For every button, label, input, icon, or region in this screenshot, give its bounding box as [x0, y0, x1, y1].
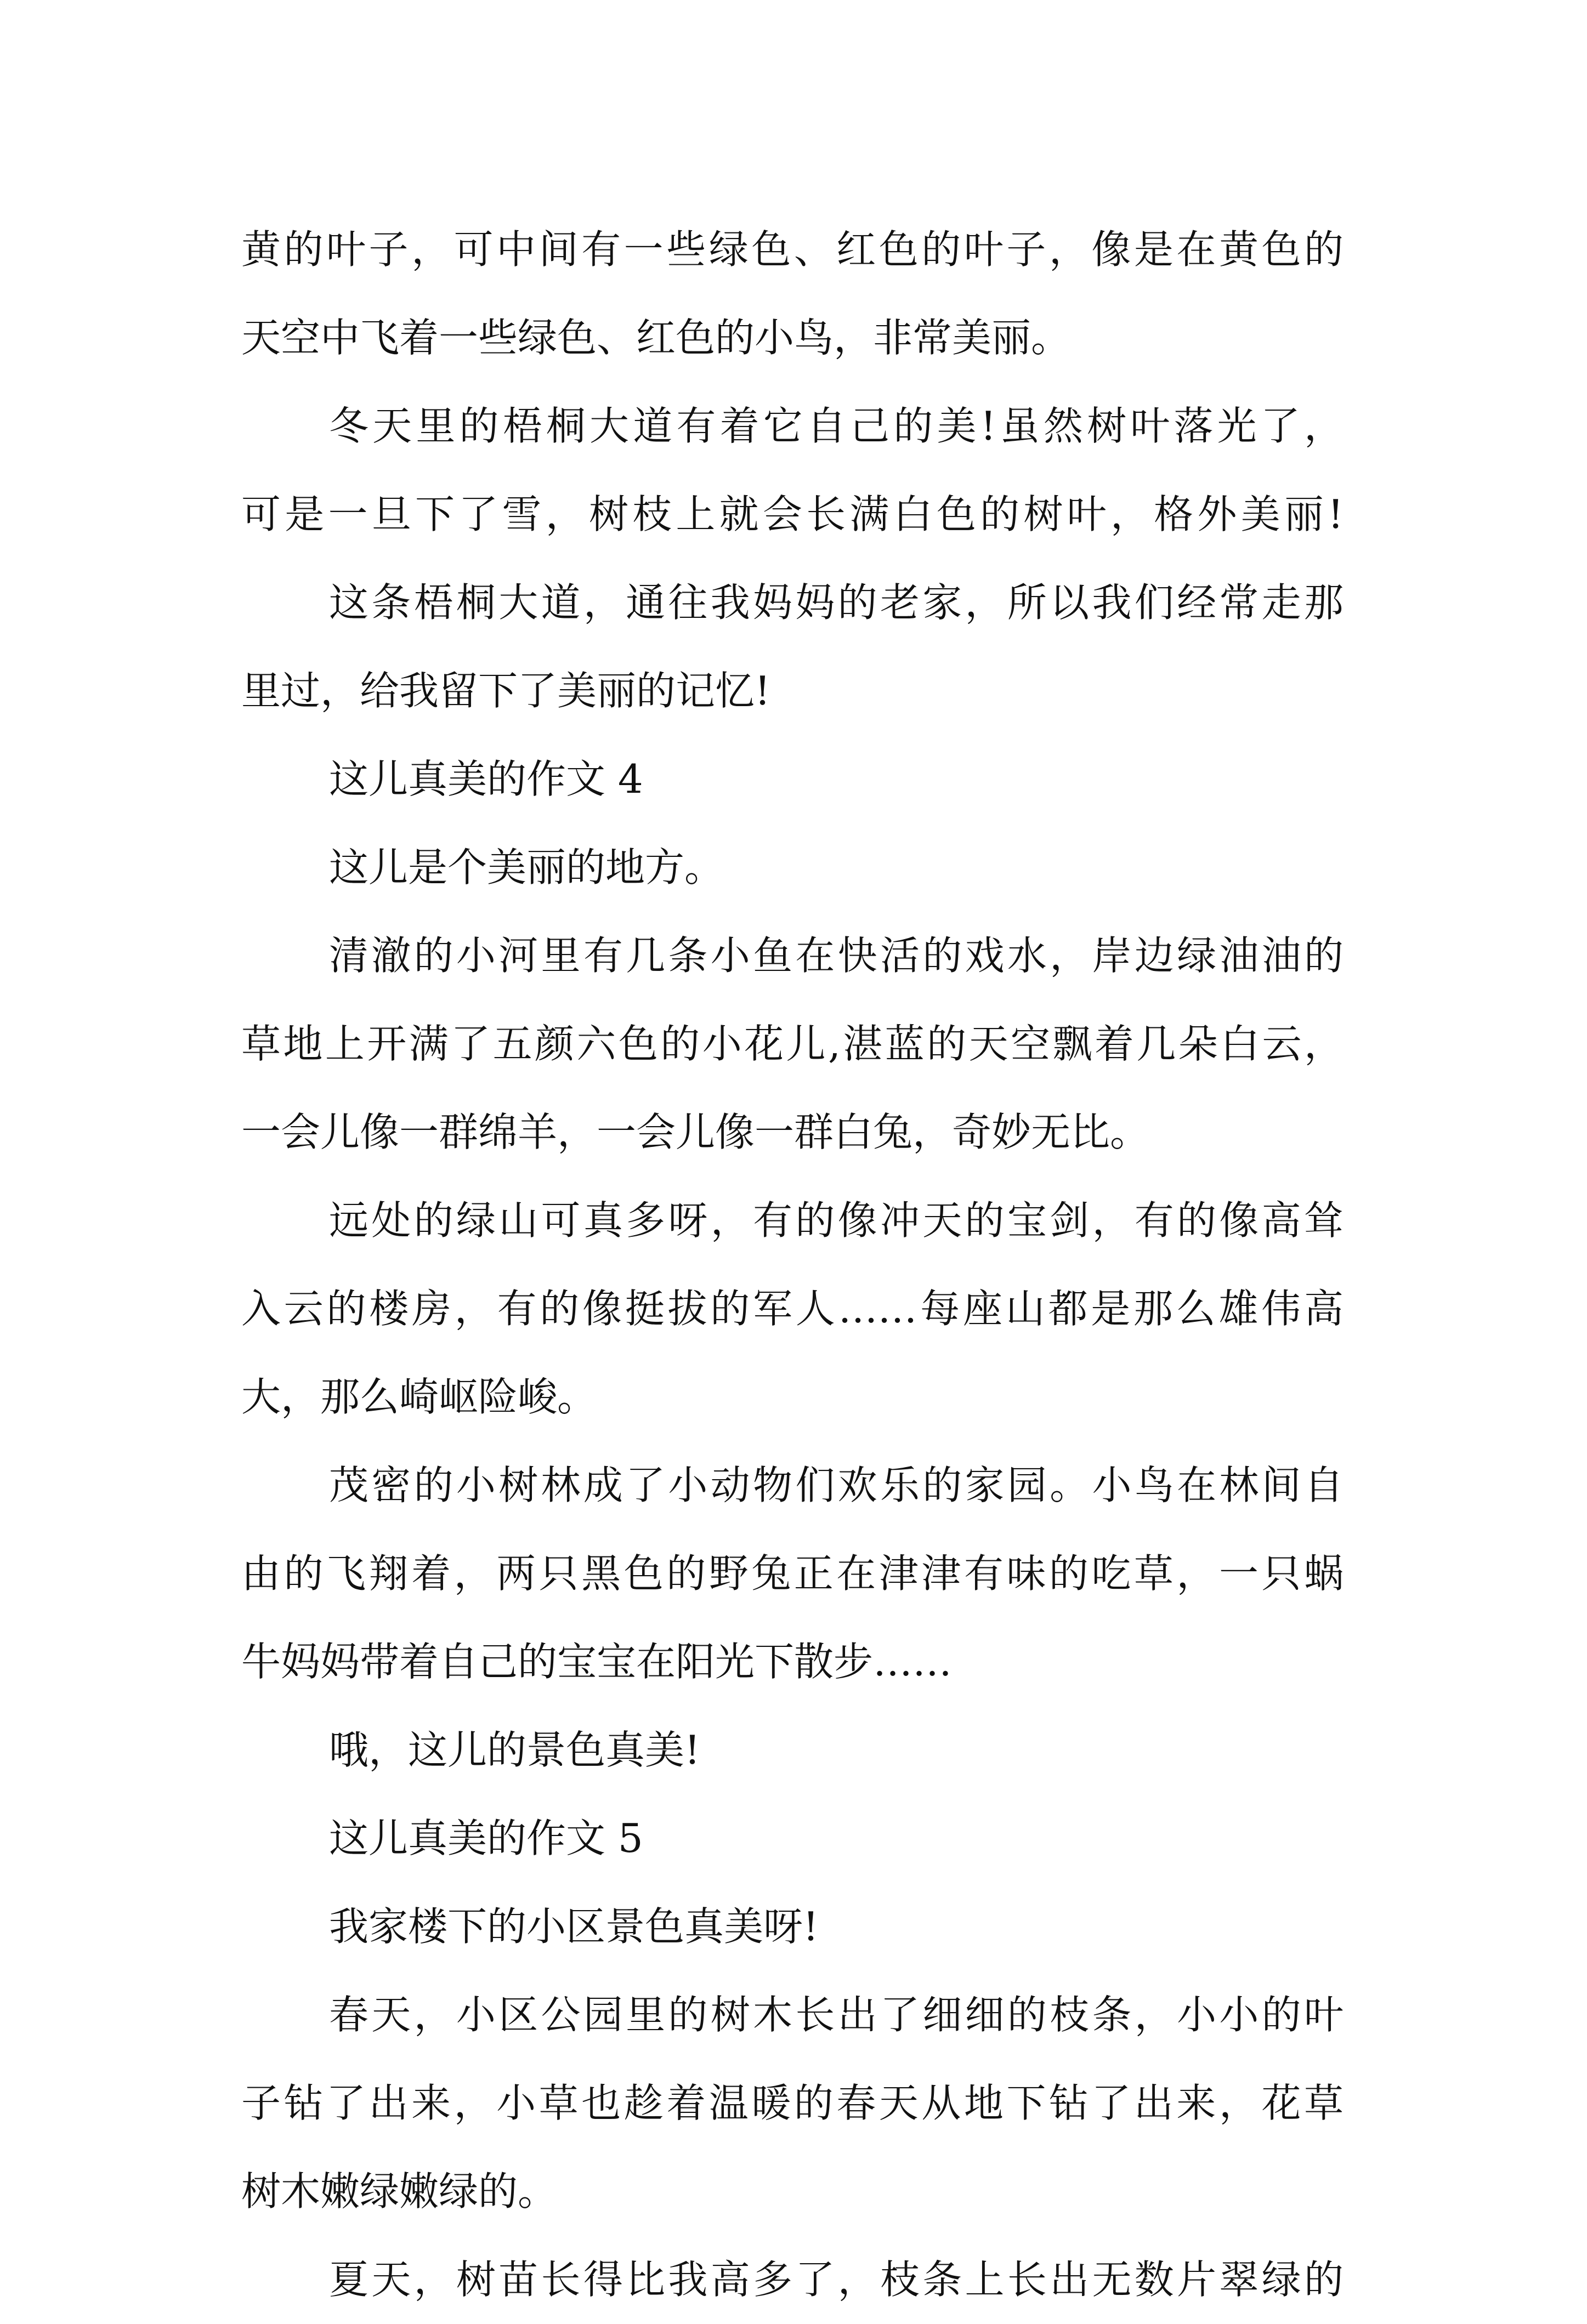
section-heading: 这儿真美的作文 4	[329, 756, 643, 802]
paragraph-first-line: 这条梧桐大道，通往我妈妈的老家，所以我们经常走那	[329, 579, 1344, 626]
paragraph-first-line: 远处的绿山可真多呀，有的像冲天的宝剑，有的像高耸	[329, 1197, 1344, 1243]
text-line: 一会儿像一群绵羊，一会儿像一群白兔，奇妙无比。	[241, 1109, 1150, 1155]
text-line: 牛妈妈带着自己的宝宝在阳光下散步……	[241, 1639, 953, 1685]
paragraph-first-line: 夏天，树苗长得比我高多了，枝条上长出无数片翠绿的	[329, 2257, 1344, 2303]
document-body	[241, 206, 1344, 2324]
paragraph-first-line: 哦，这儿的景色真美!	[329, 1727, 700, 1773]
text-line: 天空中飞着一些绿色、红色的小鸟，非常美丽。	[241, 315, 1071, 361]
paragraph-first-line: 冬天里的梧桐大道有着它自己的美!虽然树叶落光了，	[329, 403, 1344, 449]
paragraph-first-line: 茂密的小树林成了小动物们欢乐的家园。小鸟在林间自	[329, 1462, 1344, 1508]
paragraph-first-line: 清澈的小河里有几条小鱼在快活的戏水，岸边绿油油的	[329, 933, 1344, 979]
text-line: 树木嫩绿嫩绿的。	[241, 2168, 558, 2214]
text-line: 大，那么崎岖险峻。	[241, 1374, 597, 1420]
section-heading: 这儿真美的作文 5	[329, 1815, 643, 1861]
text-line: 里过，给我留下了美丽的记忆!	[241, 668, 770, 714]
text-line: 可是一旦下了雪，树枝上就会长满白色的树叶，格外美丽!	[241, 491, 1344, 537]
text-line: 黄的叶子，可中间有一些绿色、红色的叶子，像是在黄色的	[241, 226, 1344, 272]
text-line: 草地上开满了五颜六色的小花儿,湛蓝的天空飘着几朵白云，	[241, 1021, 1344, 1067]
text-line: 子钻了出来，小草也趁着温暖的春天从地下钻了出来，花草	[241, 2080, 1344, 2126]
paragraph-first-line: 春天，小区公园里的树木长出了细细的枝条，小小的叶	[329, 1992, 1344, 2038]
text-line: 入云的楼房，有的像挺拔的军人……每座山都是那么雄伟高	[241, 1286, 1344, 1332]
paragraph-first-line: 我家楼下的小区景色真美呀!	[329, 1903, 819, 1950]
paragraph-first-line: 这儿是个美丽的地方。	[329, 844, 724, 890]
text-line: 由的飞翔着，两只黑色的野兔正在津津有味的吃草，一只蜗	[241, 1550, 1344, 1596]
